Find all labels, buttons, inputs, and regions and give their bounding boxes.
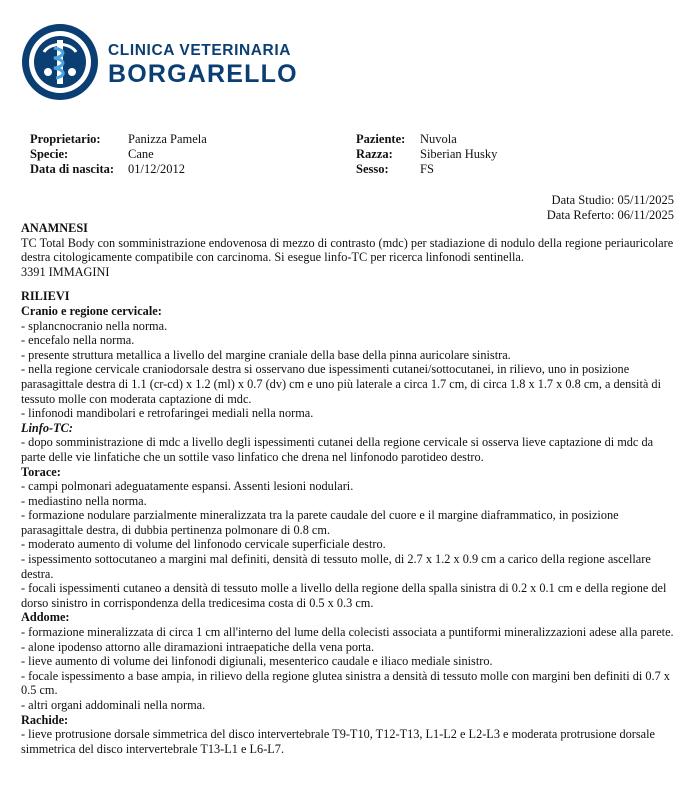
- finding-item: - dopo somministrazione di mdc a livello degli ispessimenti cutanei della regione cervicale si osserva lieve captazione di mdc da parte delle vie linfatiche che un sottile vaso linfatico che drena nel linfonodo parotideo destro.: [21, 435, 654, 464]
- anamnesi-title: ANAMNESI: [21, 221, 88, 235]
- anamnesi-text: TC Total Body con somministrazione endovenosa di mezzo di contrasto (mdc) per stadiazione di nodulo della regione periauricolare destra citologicamente compatibile con carcinoma. Si esegue linfo-TC per ricerca linfonodi sentinella.: [21, 235, 674, 265]
- sex-row: [356, 162, 497, 177]
- owner-label: Proprietario:: [30, 132, 101, 146]
- rilievi-title: RILIEVI: [21, 289, 70, 304]
- finding-item: - encefalo nella norma.: [21, 333, 135, 348]
- finding-item: - alone ipodenso attorno alle diramazioni intraepatiche della vena porta.: [21, 639, 375, 654]
- section-heading-linfo-tc: Linfo-TC:: [21, 420, 73, 435]
- clinic-name-line1: CLINICA VETERINARIA: [108, 42, 292, 59]
- finding-item: - lieve protrusione dorsale simmetrica del disco intervertebrale T9-T10, T12-T13, L1-L2 e L2-L3 e moderata protrusione dorsale simmetrica del disco intervertebrale T13-L1 e L6-L7.: [21, 727, 655, 756]
- finding-item: - lieve aumento di volume dei linfonodi digiunali, mesenterico caudale e iliaco mediale sinistro.: [21, 654, 493, 669]
- finding-item: - mediastino nella norma.: [21, 493, 147, 508]
- section-heading-cranio: Cranio e regione cervicale:: [21, 303, 162, 318]
- finding-item: - campi polmonari adeguatamente espansi. Assenti lesioni nodulari.: [21, 479, 354, 494]
- section-heading-addome: Addome:: [21, 610, 70, 625]
- finding-item: - formazione mineralizzata di circa 1 cm all'interno del lume della colecisti associata a puntiformi mineralizzazioni adese alla parete.: [21, 625, 674, 640]
- owner-row: [30, 132, 207, 147]
- patient-label: Paziente:: [356, 132, 406, 146]
- anamnesi-images: 3391 IMMAGINI: [21, 264, 110, 279]
- study-date: Data Studio: 05/11/2025: [551, 193, 674, 207]
- species-row: [30, 147, 207, 162]
- breed-value: Siberian Husky: [420, 147, 498, 161]
- section-heading-torace: Torace:: [21, 464, 61, 479]
- birth-label: Data di nascita:: [30, 162, 115, 176]
- birth-row: [30, 162, 207, 177]
- finding-item: - presente struttura metallica a livello del margine craniale della base della pinna auricolare sinistra.: [21, 347, 511, 362]
- sex-value: FS: [420, 162, 434, 176]
- sex-label: Sesso:: [356, 162, 389, 176]
- finding-item: - altri organi addominali nella norma.: [21, 698, 206, 712]
- report-date: Data Referto: 06/11/2025: [546, 208, 674, 222]
- owner-value: Panizza Pamela: [128, 132, 207, 146]
- finding-item: - moderato aumento di volume del linfonodo cervicale superficiale destro.: [21, 537, 386, 552]
- finding-item: - linfonodi mandibolari e retrofaringei mediali nella norma.: [21, 406, 314, 421]
- finding-item: - ispessimento sottocutaneo a margini mal definiti, densità di tessuto molle, di 2.7 x 1.2 x 0.9 cm a carico della regione ascellare destra.: [21, 552, 651, 581]
- breed-label: Razza:: [356, 147, 393, 161]
- species-value: Cane: [128, 147, 154, 161]
- patient-info-left: [30, 132, 207, 177]
- clinic-name: [108, 42, 298, 88]
- finding-item: - nella regione cervicale craniodorsale destra si osservano due ispessimenti cutanei/sottocutanei, in rilievo, uno in posizione parasagittale destra di 1.1 (cr-cd) x 1.2 (ml) x 0.7 (dv) cm e uno più laterale a circa 1.7 cm, di circa 1.8 x 1.7 x 0.8 cm, a densità di tessuto molle con moderata captazione di mdc.: [21, 362, 661, 406]
- spacer: [21, 279, 677, 289]
- patient-info-right: [356, 132, 497, 177]
- patient-value: Nuvola: [420, 132, 457, 146]
- finding-item: - focale ispessimento a base ampia, in rilievo della regione glutea sinistra a densità di tessuto molle con margini ben definiti di 0.7 x 0.5 cm.: [21, 668, 670, 698]
- section-heading-rachide: Rachide:: [21, 712, 69, 727]
- finding-item: - focali ispessimenti cutaneo a densità di tessuto molle a livello della regione della spalla sinistra di 0.2 x 0.1 cm e della regione del dorso sinistro in corrispondenza della tredicesima costa di 0.5 x 0.3 cm.: [21, 581, 667, 610]
- species-label: Specie:: [30, 147, 69, 161]
- report-dates: [547, 193, 674, 223]
- finding-item: - formazione nodulare parzialmente mineralizzata tra la parete caudale del cuore e il margine diaframmatico, in posizione parasagittale destra, di dubbia pertinenza polmonare di 0.8 cm.: [21, 508, 619, 537]
- report-body: [21, 221, 677, 756]
- birth-value: 01/12/2012: [128, 162, 185, 176]
- clinic-logo-icon: [20, 22, 100, 102]
- patient-row: [356, 132, 497, 147]
- breed-row: [356, 147, 497, 162]
- finding-item: - splancnocranio nella norma.: [21, 318, 168, 333]
- clinic-name-line2: BORGARELLO: [108, 60, 298, 88]
